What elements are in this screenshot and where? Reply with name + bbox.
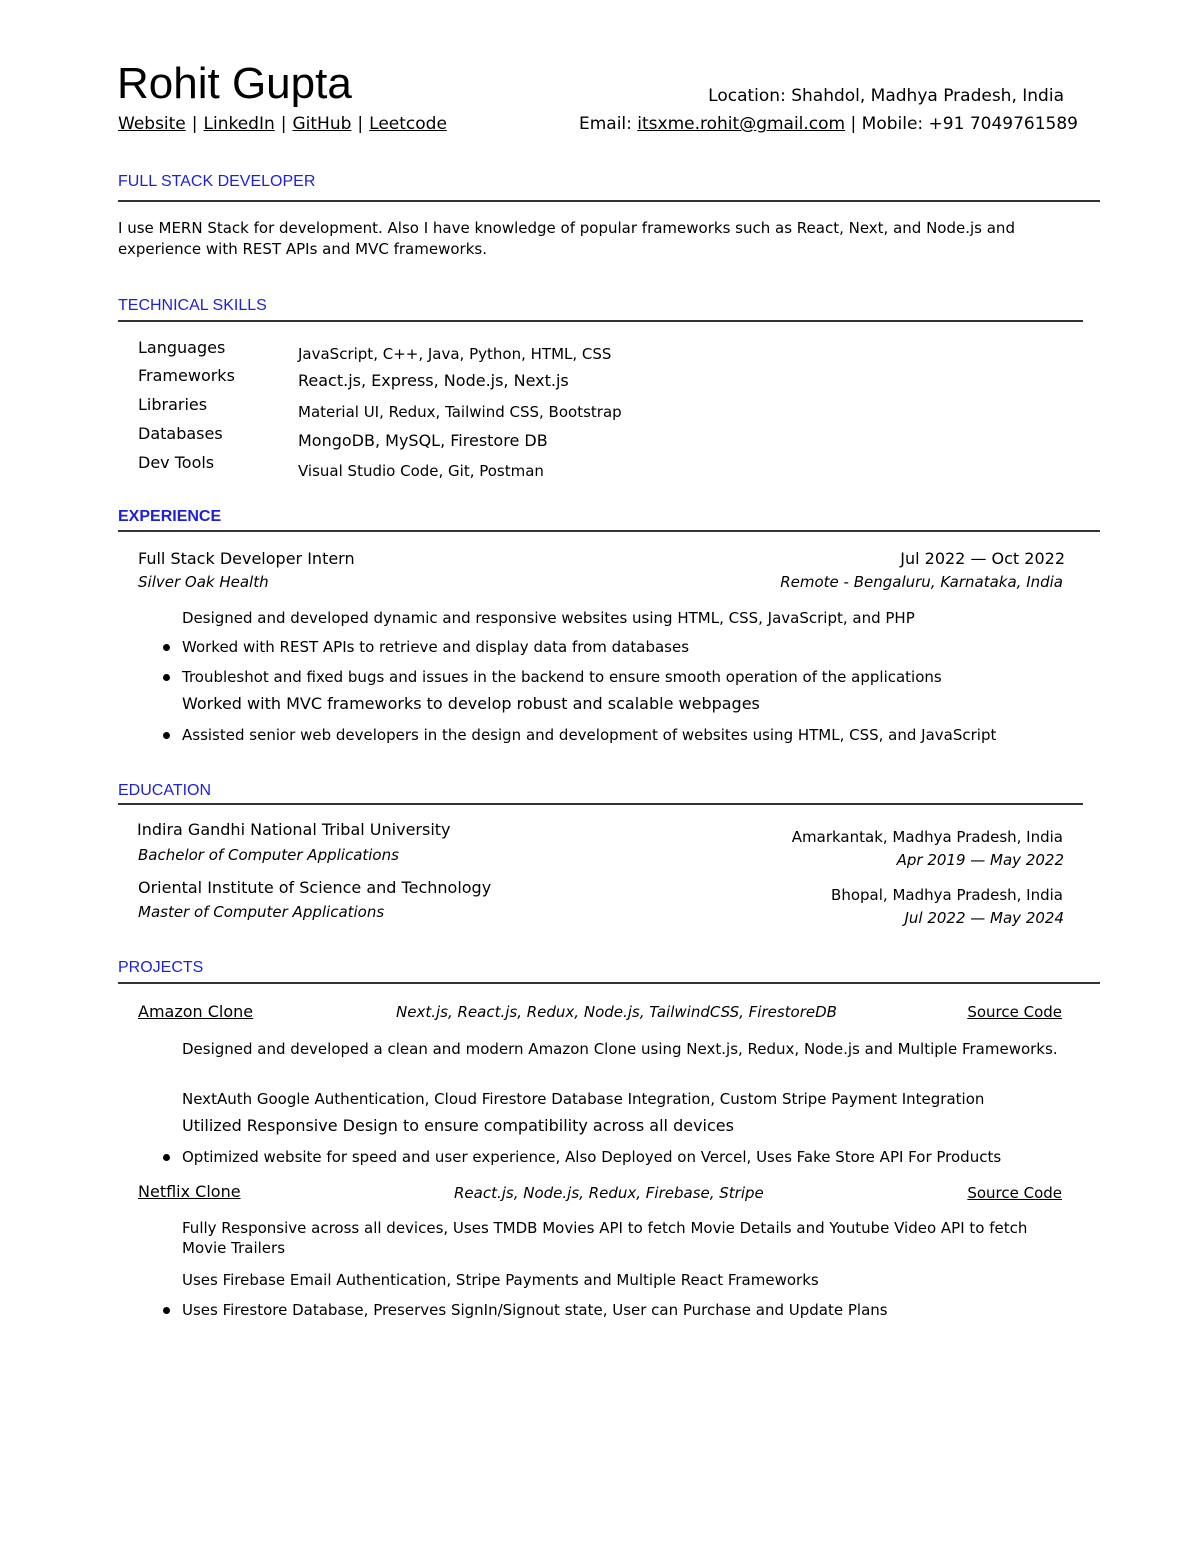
summary-heading: FULL STACK DEVELOPER xyxy=(118,173,316,190)
bullet-dot xyxy=(163,732,170,739)
leetcode-link[interactable]: Leetcode xyxy=(369,114,447,134)
bullet-dot xyxy=(163,1307,170,1314)
experience-bullet: Worked with REST APIs to retrieve and display data from databases xyxy=(182,638,690,656)
experience-bullet: Assisted senior web developers in the design and development of websites using HTML, CSS, and JavaScript xyxy=(182,726,997,744)
skill-value: React.js, Express, Node.js, Next.js xyxy=(298,371,569,390)
skill-value: JavaScript, C++, Java, Python, HTML, CSS xyxy=(298,345,612,363)
school-name: Oriental Institute of Science and Technology xyxy=(138,878,492,897)
contact-line xyxy=(579,113,1078,135)
education-heading: EDUCATION xyxy=(118,782,212,799)
bullet-dot xyxy=(163,644,170,651)
school-name: Indira Gandhi National Tribal University xyxy=(137,820,451,839)
section-divider xyxy=(118,982,1100,984)
project-bullet: Uses Firebase Email Authentication, Stripe Payments and Multiple React Frameworks xyxy=(182,1271,819,1289)
section-divider xyxy=(118,530,1100,532)
school-location: Amarkantak, Madhya Pradesh, India xyxy=(791,828,1063,846)
skills-heading: TECHNICAL SKILLS xyxy=(118,297,267,314)
profile-links xyxy=(118,113,447,135)
skill-value: MongoDB, MySQL, Firestore DB xyxy=(298,431,548,450)
project-title-link[interactable]: Netflix Clone xyxy=(138,1182,241,1201)
project-bullet: Designed and developed a clean and modern Amazon Clone using Next.js, Redux, Node.js and Multiple Frameworks. xyxy=(182,1040,1058,1058)
experience-bullet: Worked with MVC frameworks to develop robust and scalable webpages xyxy=(182,694,760,713)
email-label: Email: xyxy=(578,114,638,134)
school-location: Bhopal, Madhya Pradesh, India xyxy=(831,886,1063,904)
linkedin-link[interactable]: LinkedIn xyxy=(203,114,275,134)
skill-label: Libraries xyxy=(138,395,208,414)
job-dates: Jul 2022 — Oct 2022 xyxy=(900,549,1065,568)
link-separator: | xyxy=(191,114,198,134)
source-code-link[interactable]: Source Code xyxy=(967,1003,1062,1021)
project-tech-stack: Next.js, React.js, Redux, Node.js, TailwindCSS, FirestoreDB xyxy=(396,1003,837,1021)
experience-bullet: Troubleshot and fixed bugs and issues in the backend to ensure smooth operation of the applications xyxy=(182,668,942,686)
degree-name: Bachelor of Computer Applications xyxy=(138,846,399,864)
candidate-name: Rohit Gupta xyxy=(117,59,352,108)
summary-text: I use MERN Stack for development. Also I have knowledge of popular frameworks such as React, Next, and Node.js and experience with REST APIs and MVC frameworks. xyxy=(118,219,1015,258)
skill-value: Visual Studio Code, Git, Postman xyxy=(298,462,544,480)
projects-heading: PROJECTS xyxy=(118,959,204,976)
skill-label: Dev Tools xyxy=(138,453,215,472)
project-bullet: Uses Firestore Database, Preserves SignIn/Signout state, User can Purchase and Update Plans xyxy=(182,1301,888,1319)
contact-location: Location: Shahdol, Madhya Pradesh, India xyxy=(708,86,1064,106)
github-link[interactable]: GitHub xyxy=(292,114,352,134)
section-divider xyxy=(118,803,1083,805)
project-bullet: Optimized website for speed and user experience, Also Deployed on Vercel, Uses Fake Store API For Products xyxy=(182,1148,1002,1166)
source-code-link[interactable]: Source Code xyxy=(967,1184,1062,1202)
skill-value: Material UI, Redux, Tailwind CSS, Bootstrap xyxy=(298,403,622,421)
link-separator: | xyxy=(357,114,364,134)
experience-bullet: Designed and developed dynamic and responsive websites using HTML, CSS, JavaScript, and PHP xyxy=(182,609,915,627)
link-separator: | xyxy=(280,114,287,134)
project-bullet: NextAuth Google Authentication, Cloud Firestore Database Integration, Custom Stripe Payment Integration xyxy=(182,1090,985,1108)
education-dates: Apr 2019 — May 2022 xyxy=(896,851,1064,869)
skill-label: Databases xyxy=(138,424,223,443)
bullet-dot xyxy=(163,674,170,681)
section-divider xyxy=(118,320,1083,322)
skill-label: Frameworks xyxy=(138,366,235,385)
email-link[interactable]: itsxme.rohit@gmail.com xyxy=(637,114,846,134)
mobile-number: | Mobile: +91 7049761589 xyxy=(845,114,1078,134)
company-name: Silver Oak Health xyxy=(138,573,269,591)
section-divider xyxy=(118,200,1100,202)
bullet-dot xyxy=(163,1154,170,1161)
website-link[interactable]: Website xyxy=(118,114,186,134)
job-location: Remote - Bengaluru, Karnataka, India xyxy=(780,573,1063,591)
experience-heading: EXPERIENCE xyxy=(118,508,222,525)
job-title: Full Stack Developer Intern xyxy=(138,549,355,568)
skill-label: Languages xyxy=(138,338,226,357)
project-title-link[interactable]: Amazon Clone xyxy=(138,1002,254,1021)
project-bullet: Utilized Responsive Design to ensure compatibility across all devices xyxy=(182,1116,734,1135)
project-bullet: Fully Responsive across all devices, Uses TMDB Movies API to fetch Movie Details and Youtube Video API to fetch Movie Trailers xyxy=(182,1219,1028,1257)
education-dates: Jul 2022 — May 2024 xyxy=(904,909,1064,927)
degree-name: Master of Computer Applications xyxy=(138,903,385,921)
project-tech-stack: React.js, Node.js, Redux, Firebase, Stripe xyxy=(454,1184,764,1202)
